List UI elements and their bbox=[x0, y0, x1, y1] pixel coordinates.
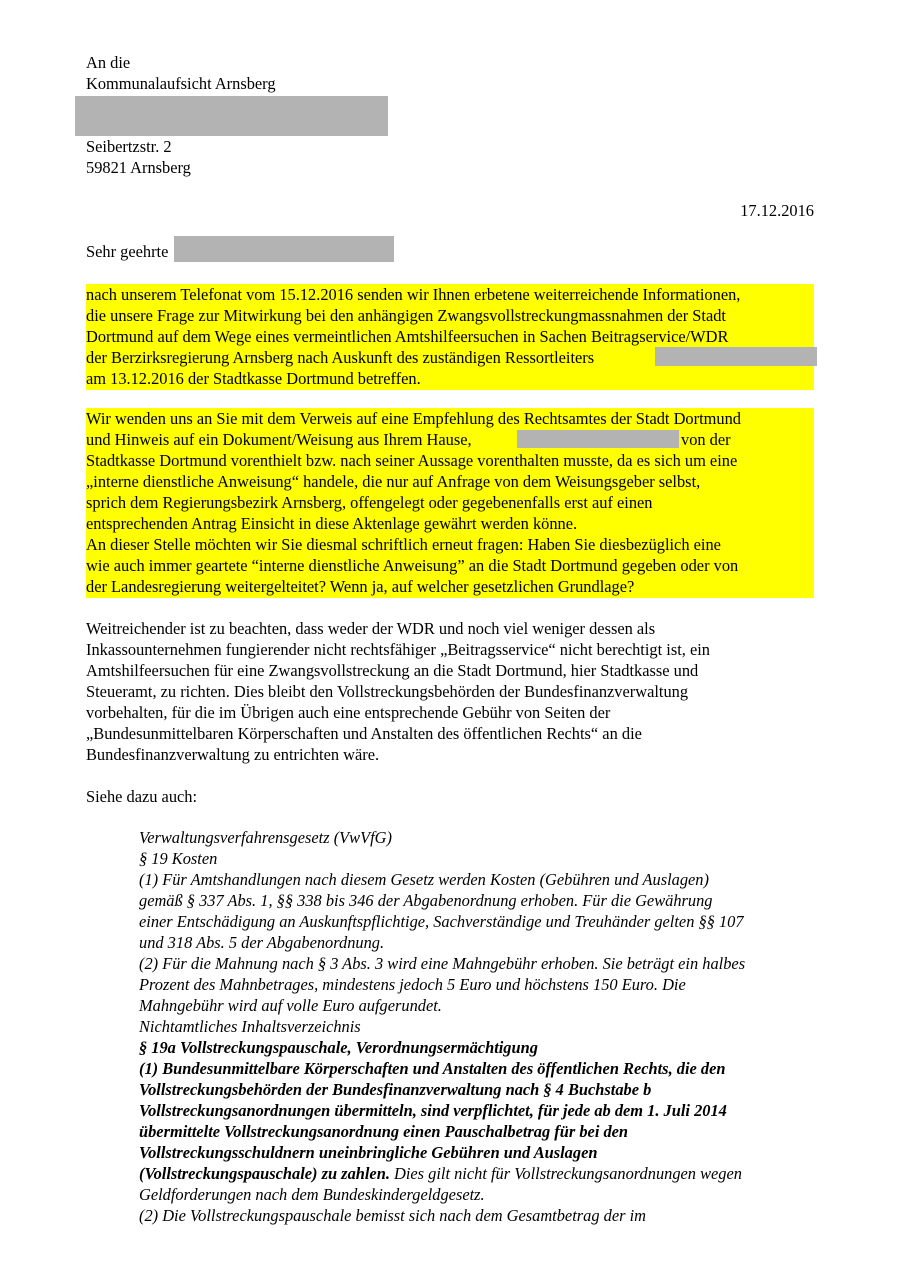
letter-date: 17.12.2016 bbox=[740, 201, 814, 220]
quote-line-bold: (1) Bundesunmittelbare Körperschaften und Anstalten des öffentlichen Rechts, die den bbox=[139, 1059, 726, 1078]
quote-line: Nichtamtliches Inhaltsverzeichnis bbox=[139, 1017, 361, 1036]
p1-line: am 13.12.2016 der Stadtkasse Dortmund betreffen. bbox=[86, 369, 421, 388]
quote-line-bold: Vollstreckungsanordnungen übermitteln, sind verpflichtet, für jede ab dem 1. Juli 2014 bbox=[139, 1101, 727, 1120]
quote-line: einer Entschädigung an Auskunftspflichtige, Sachverständige und Treuhänder gelten §§ 107 bbox=[139, 912, 744, 931]
p1-line: die unsere Frage zur Mitwirkung bei den anhängigen Zwangsvollstreckungmassnahmen der Stadt bbox=[86, 306, 726, 325]
p2-line: An dieser Stelle möchten wir Sie diesmal schriftlich erneut fragen: Haben Sie diesbezüglich eine bbox=[86, 535, 721, 554]
see-also: Siehe dazu auch: bbox=[86, 787, 198, 806]
quote-line: gemäß § 337 Abs. 1, §§ 338 bis 346 der Abgabenordnung erhoben. Für die Gewährung bbox=[139, 891, 713, 910]
p3-line: „Bundesunmittelbaren Körperschaften und Anstalten des öffentlichen Rechts“ an die bbox=[86, 724, 642, 743]
p2-line: der Landesregierung weitergelteitet? Wenn ja, auf welcher gesetzlichen Grundlage? bbox=[86, 577, 635, 596]
p1-line: Dortmund auf dem Wege eines vermeintlichen Amtshilfeersuchen in Sachen Beitragservice/WDR bbox=[86, 327, 729, 346]
redaction-salutation-name bbox=[174, 236, 394, 262]
p2-line: wie auch immer geartete “interne dienstliche Anweisung” an die Stadt Dortmund gegeben oder von bbox=[86, 556, 739, 575]
address-street: Seibertzstr. 2 bbox=[86, 137, 172, 156]
quote-line: Verwaltungsverfahrensgesetz (VwVfG) bbox=[139, 828, 392, 847]
p2-line: „interne dienstliche Anweisung“ handele, die nur auf Anfrage von dem Weisungsgeber selbst, bbox=[86, 472, 701, 491]
redaction-address bbox=[75, 96, 388, 136]
p3-line: vorbehalten, für die im Übrigen auch eine entsprechende Gebühr von Seiten der bbox=[86, 703, 611, 722]
quote-line: Prozent des Mahnbetrages, mindestens jedoch 5 Euro und höchstens 150 Euro. Die bbox=[139, 975, 686, 994]
redaction-person bbox=[517, 430, 679, 448]
p3-line: Bundesfinanzverwaltung zu entrichten wäre. bbox=[86, 745, 380, 764]
p3-line: Amtshilfeersuchen für eine Zwangsvollstreckung an die Stadt Dortmund, hier Stadtkasse und bbox=[86, 661, 699, 680]
address-city: 59821 Arnsberg bbox=[86, 158, 191, 177]
quote-line: § 19 Kosten bbox=[139, 849, 218, 868]
p1-line: der Berzirksregierung Arnsberg nach Auskunft des zuständigen Ressortleiters bbox=[86, 348, 595, 367]
address-line-1: An die bbox=[86, 53, 131, 72]
p3-line: Weitreichender ist zu beachten, dass weder der WDR und noch viel weniger dessen als bbox=[86, 619, 656, 638]
p3-line: Inkassounternehmen fungierender nicht rechtsfähiger „Beitragsservice“ nicht berechtigt ist, ein bbox=[86, 640, 710, 659]
redaction-ressortleiter bbox=[655, 347, 817, 366]
quote-line: Mahngebühr wird auf volle Euro aufgerundet. bbox=[139, 996, 442, 1015]
salutation: Sehr geehrte bbox=[86, 242, 169, 261]
quote-line: Geldforderungen nach dem Bundeskindergeldgesetz. bbox=[139, 1185, 485, 1204]
p1-line: nach unserem Telefonat vom 15.12.2016 senden wir Ihnen erbetene weiterreichende Informationen, bbox=[86, 285, 741, 304]
p2-line: entsprechenden Antrag Einsicht in diese Aktenlage gewährt werden könne. bbox=[86, 514, 578, 533]
quote-line: (1) Für Amtshandlungen nach diesem Gesetz werden Kosten (Gebühren und Auslagen) bbox=[139, 870, 709, 889]
quote-line-bold: übermittelte Vollstreckungsanordnung einen Pauschalbetrag für bei den bbox=[139, 1122, 629, 1141]
p2-line-end: von der bbox=[681, 430, 731, 449]
quote-line-bold: § 19a Vollstreckungspauschale, Verordnungsermächtigung bbox=[139, 1038, 538, 1057]
p2-line: Wir wenden uns an Sie mit dem Verweis auf eine Empfehlung des Rechtsamtes der Stadt Dortmund bbox=[86, 409, 741, 428]
p2-line: sprich dem Regierungsbezirk Arnsberg, offengelegt oder gegebenenfalls erst auf einen bbox=[86, 493, 653, 512]
quote-line-bold: Vollstreckungsbehörden der Bundesfinanzverwaltung nach § 4 Buchstabe b bbox=[139, 1080, 652, 1099]
quote-line-mixed bbox=[139, 1163, 742, 1184]
p3-line: Steueramt, zu richten. Dies bleibt den Vollstreckungsbehörden der Bundesfinanzverwaltung bbox=[86, 682, 689, 701]
quote-bold-segment: (Vollstreckungspauschale) zu zahlen. bbox=[139, 1164, 390, 1183]
quote-normal-segment: Dies gilt nicht für Vollstreckungsanordnungen wegen bbox=[389, 1164, 742, 1183]
quote-line: (2) Für die Mahnung nach § 3 Abs. 3 wird eine Mahngebühr erhoben. Sie beträgt ein halbes bbox=[139, 954, 746, 973]
quote-line: (2) Die Vollstreckungspauschale bemisst sich nach dem Gesamtbetrag der im bbox=[139, 1206, 646, 1225]
quote-line-bold: Vollstreckungsschuldnern uneinbringliche Gebühren und Auslagen bbox=[139, 1143, 598, 1162]
quote-line: und 318 Abs. 5 der Abgabenordnung. bbox=[139, 933, 385, 952]
p2-line: Stadtkasse Dortmund vorenthielt bzw. nach seiner Aussage vorenthalten musste, da es sich um eine bbox=[86, 451, 738, 470]
p2-line: und Hinweis auf ein Dokument/Weisung aus Ihrem Hause, bbox=[86, 430, 472, 449]
address-line-2: Kommunalaufsicht Arnsberg bbox=[86, 74, 276, 93]
